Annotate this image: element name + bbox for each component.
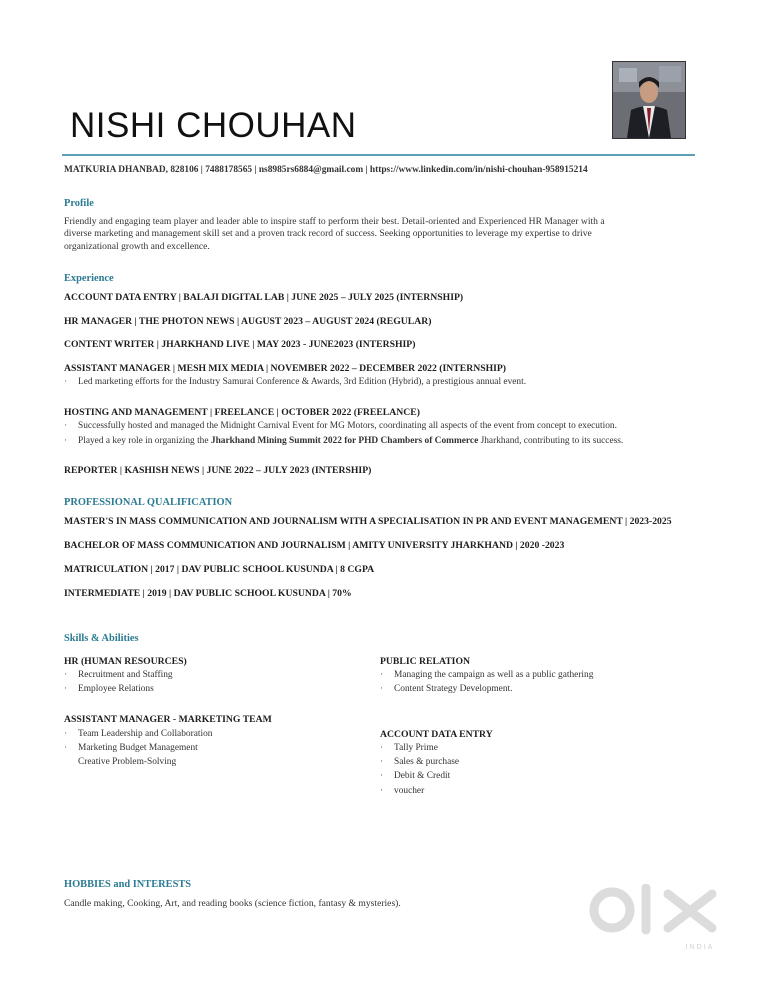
bullet-text: Jharkhand, contributing to its success. [478,436,624,446]
skill-text: Team Leadership and Collaboration [78,729,213,739]
skill-group-title: ASSISTANT MANAGER - MARKETING TEAM [64,714,272,725]
skill-group-title: PUBLIC RELATION [380,656,470,667]
skill-item [380,743,438,753]
bullet-text: Successfully hosted and managed the Midnight Carnival Event for MG Motors, coordinating all aspects of the event from concept to execution. [78,421,617,431]
qualification-heading: PROFESSIONAL QUALIFICATION [64,497,233,508]
qualification-item: BACHELOR OF MASS COMMUNICATION AND JOURNALISM | AMITY UNIVERSITY JHARKHAND | 2020 -2023 [64,540,565,551]
watermark-sub: INDIA [685,944,715,951]
skills-heading: Skills & Abilities [64,633,139,644]
qualification-item: MASTER'S IN MASS COMMUNICATION AND JOURNALISM WITH A SPECIALISATION IN PR AND EVENT MANAGEMENT | 2023-2025 [64,516,672,527]
header-divider [62,154,695,156]
qualification-item: MATRICULATION | 2017 | DAV PUBLIC SCHOOL KUSUNDA | 8 CGPA [64,564,375,575]
bullet-glyph: · [64,670,68,680]
skill-text: Recruitment and Staffing [78,670,173,680]
job-bullet [64,377,526,387]
skill-text: Sales & purchase [394,757,460,767]
job-title: HR MANAGER | THE PHOTON NEWS | AUGUST 2023 – AUGUST 2024 (REGULAR) [64,316,432,327]
skill-text: voucher [394,786,425,796]
qualification-item: INTERMEDIATE | 2019 | DAV PUBLIC SCHOOL KUSUNDA | 70% [64,588,352,599]
skill-text: Employee Relations [78,684,154,694]
bullet-glyph: · [64,743,68,753]
profile-photo [612,61,686,139]
skill-item [64,670,173,680]
bullet-glyph: · [380,771,384,781]
bullet-glyph: · [380,786,384,796]
skill-text: Marketing Budget Management [78,743,198,753]
profile-line: organizational growth and excellence. [64,240,210,252]
hobbies-text: Candle making, Cooking, Art, and reading books (science fiction, fantasy & mysteries). [64,898,401,909]
skill-text: Managing the campaign as well as a public gathering [394,670,594,680]
job-bullet [64,421,617,431]
skill-text: Debit & Credit [394,771,451,781]
bullet-glyph: · [380,743,384,753]
bullet-glyph: · [380,757,384,767]
bullet-glyph: · [64,684,68,694]
profile-line: Friendly and engaging team player and leader able to inspire staff to perform their best. Detail-oriented and Experienced HR Manager with a [64,216,605,227]
skill-item [380,670,593,680]
skill-item [380,684,512,694]
skill-text: Content Strategy Development. [394,684,513,694]
job-title: REPORTER | KASHISH NEWS | JUNE 2022 – JULY 2023 (INTERSHIP) [64,465,372,476]
profile-text [64,216,704,253]
contact-line: MATKURIA DHANBAD, 828106 | 7488178565 | ns8985rs6884@gmail.com | https://www.linkedin.com/in/nishi-chouhan-958915214 [64,165,588,175]
skill-group-title: HR (HUMAN RESOURCES) [64,656,187,667]
bullet-glyph: · [380,684,384,694]
olx-watermark-logo [588,884,728,952]
skill-item [380,771,450,781]
job-title: ASSISTANT MANAGER | MESH MIX MEDIA | NOVEMBER 2022 – DECEMBER 2022 (INTERNSHIP) [64,363,507,374]
skill-item: Creative Problem-Solving [78,757,177,767]
bullet-text: Led marketing efforts for the Industry Samurai Conference & Awards, 3rd Edition (Hybrid), a prestigious annual event. [78,377,527,387]
skill-item [64,684,154,694]
skill-item [64,729,212,739]
bullet-glyph: · [64,377,68,387]
skill-item [380,786,424,796]
bullet-text: Played a key role in organizing the [78,436,211,446]
hobbies-heading: HOBBIES and INTERESTS [64,879,192,890]
skill-item [64,743,198,753]
job-title: CONTENT WRITER | JHARKHAND LIVE | MAY 2023 - JUNE2023 (INTERSHIP) [64,339,416,350]
resume-name: NISHI CHOUHAN [70,106,357,145]
bullet-glyph: · [64,421,68,431]
job-bullet [64,436,623,446]
profile-line: diverse marketing and management skill set and a proven track record of success. Seeking opportunities to leverage my expertise to drive [64,228,592,240]
skill-text: Tally Prime [394,743,438,753]
job-title: ACCOUNT DATA ENTRY | BALAJI DIGITAL LAB | JUNE 2025 – JULY 2025 (INTERNSHIP) [64,292,464,303]
bullet-emphasis: Jharkhand Mining Summit 2022 for PHD Chambers of Commerce [210,436,479,446]
profile-heading: Profile [64,198,94,209]
bullet-glyph: · [380,670,384,680]
job-title: HOSTING AND MANAGEMENT | FREELANCE | OCTOBER 2022 (FREELANCE) [64,407,420,418]
experience-heading: Experience [64,273,114,284]
skill-group-title: ACCOUNT DATA ENTRY [380,729,493,740]
bullet-glyph: · [64,436,68,446]
skill-item [380,757,459,767]
bullet-glyph: · [64,729,68,739]
